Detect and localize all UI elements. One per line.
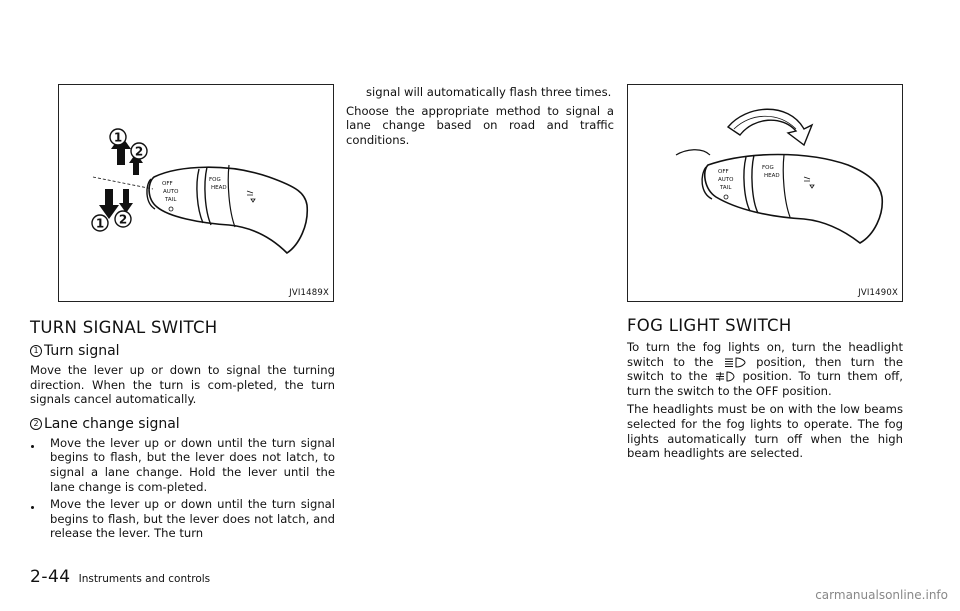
column-3 — [627, 316, 903, 465]
fog-light-lever-illustration — [628, 85, 904, 303]
list-item: Move the lever up or down until the turn signal begins to flash, but the lever does not latch, to signal a lane change. Hold the lever until the lane change is com-pleted. — [30, 436, 335, 494]
watermark: carmanualsonline.info — [815, 588, 948, 602]
switch-label: TAIL — [720, 185, 732, 191]
lane-change-closing: Choose the appropriate method to signal a lane change based on road and traffic conditions. — [346, 103, 614, 147]
turn-signal-body: Move the lever up or down to signal the turning direction. When the turn is com-pleted, the turn signals cancel automatically. — [30, 363, 335, 407]
list-item: Move the lever up or down until the turn signal begins to flash, but the lever does not latch, and release the lever. The turn — [30, 497, 335, 541]
page-footer — [30, 567, 210, 587]
callout-1-upper: 1 — [113, 130, 123, 145]
figure-code: JVI1489X — [289, 288, 329, 298]
switch-label: AUTO — [718, 177, 734, 183]
callout-2-lower: 2 — [118, 212, 128, 227]
arrow-down-2-icon — [119, 189, 133, 213]
fog-light-heading: FOG LIGHT SWITCH — [627, 316, 792, 335]
subheading-text: Turn signal — [44, 343, 120, 359]
switch-label: AUTO — [163, 189, 179, 195]
switch-label: HEAD — [211, 185, 227, 191]
turn-signal-figure — [58, 84, 334, 302]
lane-change-subheading — [30, 415, 335, 433]
section-name: Instruments and controls — [78, 573, 211, 585]
callout-2-upper: 2 — [134, 144, 144, 159]
switch-label: HEAD — [764, 173, 780, 179]
column-2 — [346, 85, 614, 151]
callout-1-lower: 1 — [95, 216, 105, 231]
switch-label: OFF — [718, 169, 729, 175]
fog-light-figure — [627, 84, 903, 302]
turn-signal-lever-illustration — [59, 85, 335, 303]
subheading-text: Lane change signal — [44, 415, 180, 432]
switch-label: OFF — [162, 181, 173, 187]
fog-light-body-1: To turn the fog lights on, turn the headlight switch to the position, then turn the switch to the position. To turn them off, turn the switch to the OFF position. — [627, 340, 903, 398]
column-1 — [30, 318, 335, 544]
fog-light-icon — [714, 371, 736, 382]
lane-change-list — [30, 436, 335, 541]
switch-label: FOG — [762, 165, 774, 171]
bullet-continuation: signal will automatically flash three times. — [366, 85, 612, 99]
page-number: 2-44 — [30, 567, 71, 587]
headlight-icon — [723, 357, 747, 368]
number-1-icon: 1 — [30, 345, 42, 357]
turn-signal-subheading — [30, 342, 335, 360]
switch-label: TAIL — [165, 197, 177, 203]
number-2-icon: 2 — [30, 418, 42, 430]
switch-label: FOG — [209, 177, 221, 183]
fog-light-body-2: The headlights must be on with the low beams selected for the fog lights to operate. The fog lights automatically turn off when the high beam headlights are selected. — [627, 402, 903, 461]
figure-code: JVI1490X — [858, 288, 898, 298]
rotate-arrow-icon — [728, 109, 812, 145]
turn-signal-heading: TURN SIGNAL SWITCH — [30, 318, 218, 337]
